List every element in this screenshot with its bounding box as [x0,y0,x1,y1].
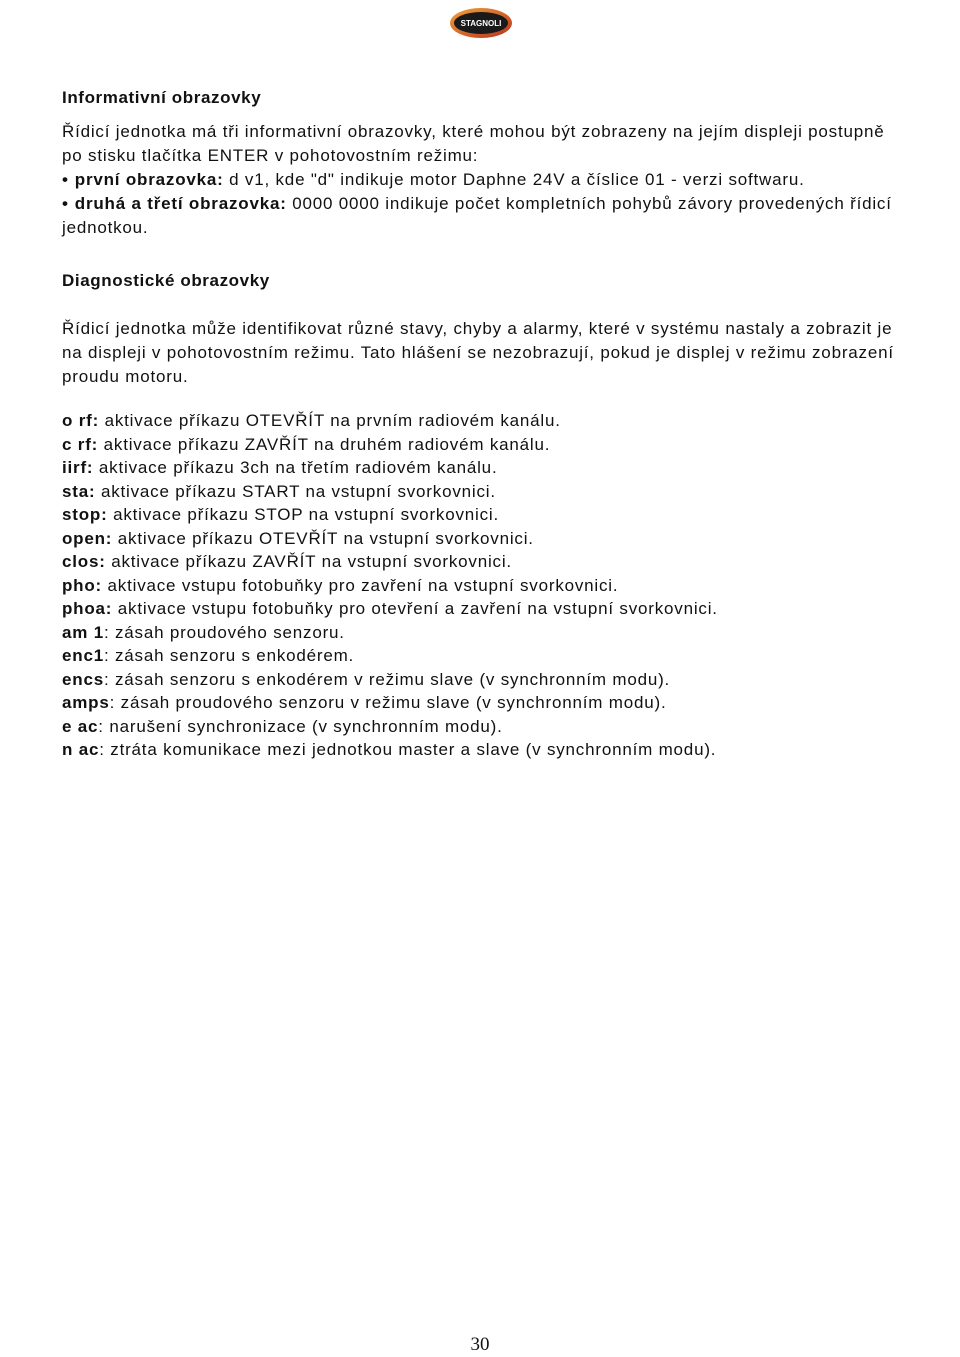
bullet-icon: • [62,170,69,189]
bullet-item: • druhá a třetí obrazovka: 0000 0000 indikuje počet kompletních pohybů závory provedených řídicí jednotkou. [62,194,892,237]
list-item: iirf: aktivace příkazu 3ch na třetím radiovém kanálu. [62,458,498,477]
list-item: amps: zásah proudového senzoru v režimu slave (v synchronním modu). [62,693,667,712]
page-number: 30 [470,1334,490,1355]
list-item: n ac: ztráta komunikace mezi jednotkou master a slave (v synchronním modu). [62,740,717,759]
list-item: open: aktivace příkazu OTEVŘÍT na vstupní svorkovnici. [62,528,534,548]
list-item: sta: aktivace příkazu START na vstupní svorkovnici. [62,481,496,501]
document-body [62,86,902,762]
informative-intro: Řídicí jednotka má tři informativní obrazovky, které mohou být zobrazeny na jejím displeji postupně po stisku tlačítka ENTER v pohotovostním režimu: [62,122,885,165]
list-item: o rf: aktivace příkazu OTEVŘÍT na prvním radiovém kanálu. [62,411,561,430]
list-item: c rf: aktivace příkazu ZAVŘÍT na druhém radiovém kanálu. [62,434,551,454]
section-title-diagnostic: Diagnostické obrazovky [62,271,270,290]
list-item: stop: aktivace příkazu STOP na vstupní svorkovnici. [62,505,499,524]
bullet-item: • první obrazovka: d v1, kde "d" indikuje motor Daphne 24V a číslice 01 - verzi softwaru. [62,170,805,189]
brand-logo [448,4,514,42]
list-item: encs: zásah senzoru s enkodérem v režimu slave (v synchronním modu). [62,669,671,689]
list-item: clos: aktivace příkazu ZAVŘÍT na vstupní svorkovnici. [62,552,512,571]
informative-bullets [62,168,902,240]
list-item: am 1: zásah proudového senzoru. [62,622,345,642]
diagnostic-intro: Řídicí jednotka může identifikovat různé stavy, chyby a alarmy, které v systému nastaly a zobrazit je na displeji v pohotovostním režimu. Tato hlášení se nezobrazují, pokud je displej v režimu zobrazení proudu motoru. [62,319,894,386]
list-item: phoa: aktivace vstupu fotobuňky pro otevření a zavření na vstupní svorkovnici. [62,599,718,618]
bullet-icon: • [62,194,69,213]
list-item: enc1: zásah senzoru s enkodérem. [62,646,355,665]
svg-text:STAGNOLI: STAGNOLI [460,19,502,28]
section-title-informative: Informativní obrazovky [62,88,262,107]
list-item: e ac: narušení synchronizace (v synchronním modu). [62,716,503,736]
list-item: pho: aktivace vstupu fotobuňky pro zavření na vstupní svorkovnici. [62,575,619,595]
diagnostic-code-list [62,409,902,762]
